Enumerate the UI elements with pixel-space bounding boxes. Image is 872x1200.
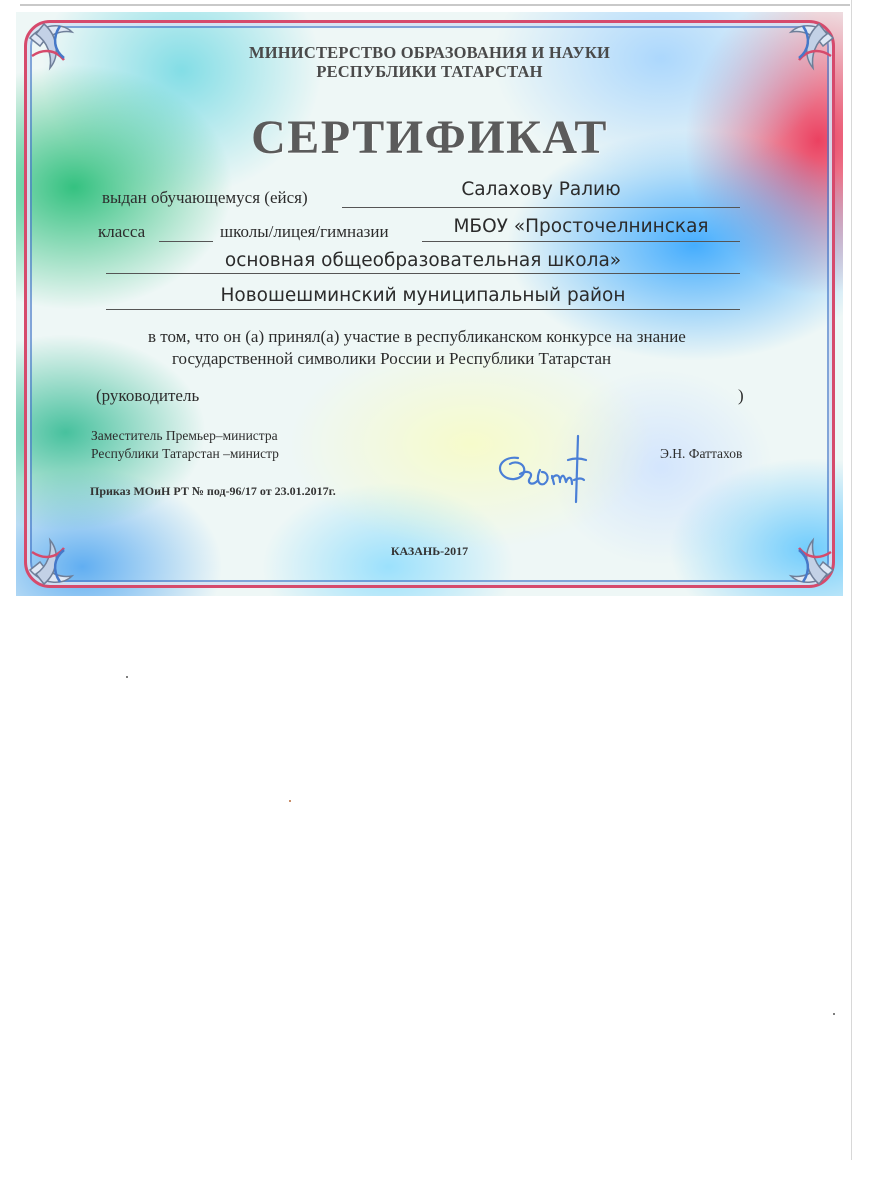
place-year: КАЗАНЬ-2017 bbox=[390, 544, 469, 558]
district-line bbox=[106, 309, 740, 310]
school-line bbox=[422, 241, 740, 242]
supervisor-close: ) bbox=[738, 386, 744, 405]
signer-title-line-2: Республики Татарстан –министр bbox=[91, 446, 279, 461]
school-name-line-2: основная общеобразовательная школа» bbox=[224, 250, 622, 271]
class-line bbox=[159, 241, 213, 242]
ministry-line-2: РЕСПУБЛИКИ ТАТАРСТАН bbox=[316, 62, 543, 81]
scan-speck bbox=[833, 1013, 835, 1015]
scan-speck bbox=[126, 676, 128, 678]
body-text-line-1: в том, что он (а) принял(а) участие в республиканском конкурсе на знание bbox=[148, 327, 686, 346]
certificate-title: СЕРТИФИКАТ bbox=[251, 111, 608, 164]
school-name-line-1: МБОУ «Просточелнинская bbox=[453, 216, 709, 237]
school-line-2 bbox=[106, 273, 740, 274]
ministry-line-1: МИНИСТЕРСТВО ОБРАЗОВАНИЯ И НАУКИ bbox=[248, 43, 611, 62]
class-label: класса bbox=[98, 222, 146, 241]
issued-label: выдан обучающемуся (ейся) bbox=[102, 188, 308, 207]
scan-edge bbox=[20, 4, 850, 6]
school-label: школы/лицея/гимназии bbox=[220, 222, 389, 241]
signer-name: Э.Н. Фаттахов bbox=[660, 446, 743, 461]
scan-edge bbox=[851, 0, 852, 1160]
supervisor-label: (руководитель bbox=[96, 386, 200, 405]
certificate bbox=[16, 12, 843, 596]
handwritten-signature-icon bbox=[482, 430, 592, 520]
order-reference: Приказ МОиН РТ № под-96/17 от 23.01.2017г. bbox=[90, 484, 336, 498]
student-name: Салахову Ралию bbox=[461, 179, 621, 200]
scan-speck bbox=[289, 800, 291, 802]
student-name-line bbox=[342, 207, 740, 208]
body-text-line-2: государственной символики России и Республики Татарстан bbox=[172, 349, 612, 368]
signer-title-line-1: Заместитель Премьер–министра bbox=[91, 428, 278, 443]
district-name: Новошешминский муниципальный район bbox=[220, 285, 626, 306]
